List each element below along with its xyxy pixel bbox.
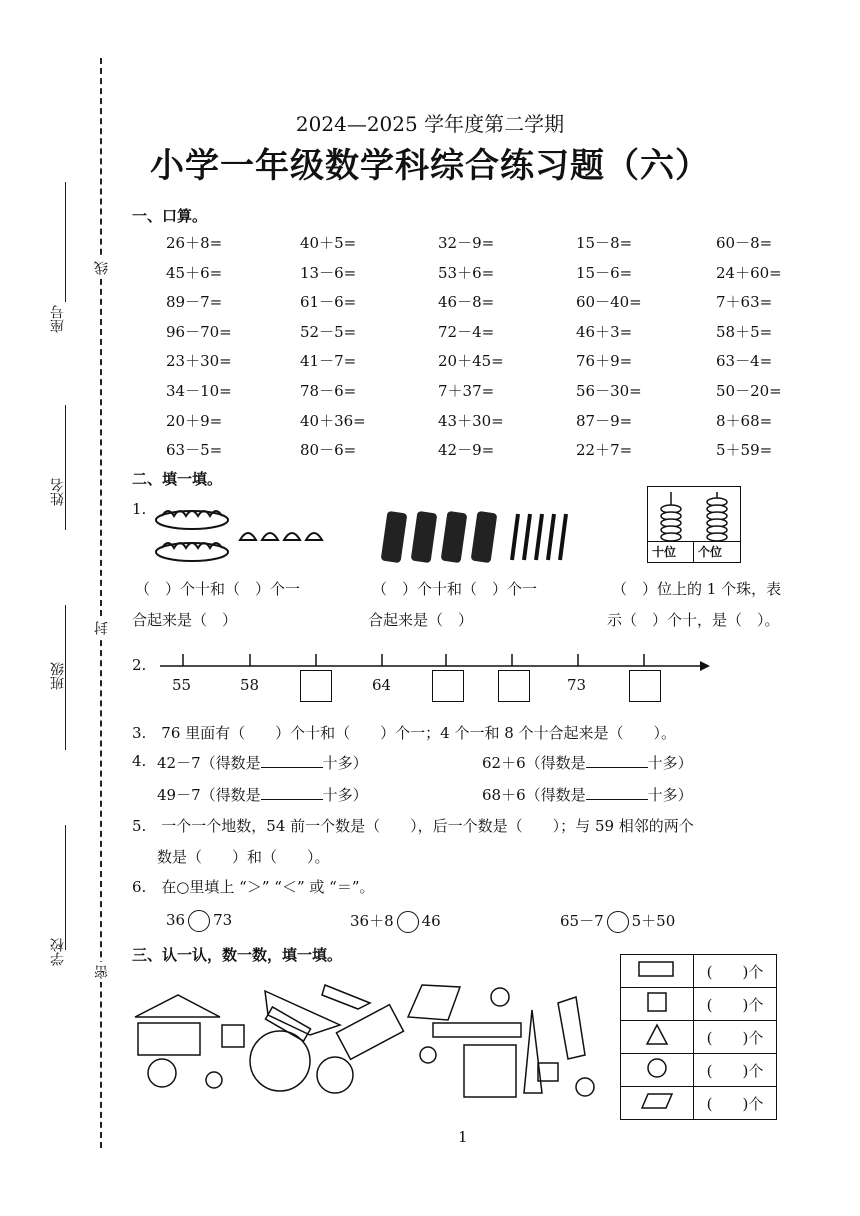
table-row (621, 1021, 777, 1054)
tick-label-55: 55 (172, 676, 192, 694)
calc-item: 42－9= (438, 441, 495, 460)
term-heading: 2024—2025 学年度第二学期 (295, 112, 565, 136)
calc-item: 46＋3= (576, 322, 633, 341)
q1-number: 1. (132, 500, 147, 518)
count-answer-rectangle[interactable]: ( )个 (694, 955, 777, 988)
name-line (65, 405, 66, 530)
table-row (621, 955, 777, 988)
section1-heading: 一、口算。 (132, 207, 208, 225)
plate-icon (156, 511, 228, 561)
calc-item: 7＋37= (438, 382, 495, 400)
margin-label-name: 姓名 (50, 478, 66, 506)
seat-no-line (65, 182, 66, 302)
q1c-line1: （ ）位上的 1 个珠，表 (612, 580, 782, 598)
q1a-line2: 合起来是（ ） (132, 611, 238, 629)
parallelogram-icon (322, 985, 370, 1009)
count-answer-circle[interactable]: ( )个 (694, 1054, 777, 1087)
calc-item: 34－10= (166, 382, 232, 400)
circle-icon (621, 1054, 694, 1087)
rectangle-icon (138, 1023, 200, 1055)
abacus-beads-icon (648, 487, 740, 542)
rectangle-icon (336, 1005, 403, 1060)
page-number: 1 (458, 1128, 468, 1146)
calc-item: 40＋5= (300, 234, 357, 252)
q1a-line1: （ ）个十和（ ）个一 (135, 580, 301, 598)
calc-item: 80－6= (300, 441, 357, 460)
binding-dash-line (100, 58, 102, 1148)
q4d-row: 68＋6（得数是 十多） (482, 786, 693, 804)
arrow-head-icon (700, 661, 710, 671)
q1b-line2: 合起来是（ ） (368, 611, 474, 629)
dumpling-icon (240, 533, 322, 540)
margin-label-school: 学校 (50, 938, 66, 966)
circle-icon (491, 988, 509, 1006)
calc-item: 53＋6= (438, 263, 495, 282)
q4c-row: 62＋6（得数是 十多） (482, 754, 693, 772)
table-row (621, 1087, 777, 1120)
compare-circle[interactable] (188, 910, 210, 932)
circle-icon (576, 1078, 594, 1096)
q4b-row: 49－7（得数是 十多） (157, 786, 368, 804)
calc-item: 24＋60= (716, 263, 782, 282)
tick-label-64: 64 (372, 676, 392, 694)
calc-item: 15－8= (576, 234, 633, 252)
circle-icon (206, 1072, 222, 1088)
compare-2: 36＋8 46 (350, 910, 441, 933)
calc-item: 26＋8= (166, 234, 223, 252)
margin-label-seat: 座号 (50, 305, 66, 333)
calc-item: 8＋68= (716, 411, 773, 430)
calc-item: 60－8= (716, 234, 773, 252)
tick-label-58: 58 (240, 676, 260, 694)
triangle-icon (621, 1021, 694, 1054)
q5-line1: 5. 一个一个地数，54 前一个数是（ ），后一个数是（ ）；与 59 相邻的两个 (132, 817, 694, 835)
calc-item: 96－70= (166, 322, 232, 341)
calc-item: 58＋5= (716, 322, 773, 341)
parallelogram-icon (621, 1087, 694, 1120)
q4-number: 4. (132, 752, 147, 770)
circle-icon (317, 1057, 353, 1093)
calc-item: 56－30= (576, 382, 642, 400)
calc-item: 87－9= (576, 411, 633, 430)
calc-item: 60－40= (576, 293, 642, 312)
rectangle-icon (621, 955, 694, 988)
shapes-picture (130, 975, 610, 1105)
margin-label-class: 班级 (50, 662, 66, 690)
stick-icon (512, 514, 566, 560)
answer-box[interactable] (629, 670, 661, 702)
calc-item: 32－9= (438, 234, 495, 252)
q4a-row: 42－7（得数是 十多） (157, 754, 368, 772)
quadrilateral-icon (558, 997, 585, 1059)
calc-item: 78－6= (300, 382, 357, 400)
shape-count-table (620, 954, 777, 1120)
square-icon (222, 1025, 244, 1047)
count-answer-square[interactable]: ( )个 (694, 988, 777, 1021)
calc-item: 23＋30= (166, 352, 232, 371)
triangle-icon (135, 995, 220, 1017)
answer-box[interactable] (300, 670, 332, 702)
calc-item: 15－6= (576, 263, 633, 282)
section2-heading: 二、填一填。 (132, 470, 223, 488)
compare-circle[interactable] (607, 911, 629, 933)
compare-3: 65－7 5＋50 (560, 910, 675, 933)
q1b-line1: （ ）个十和（ ）个一 (372, 580, 538, 598)
parallelogram-icon (408, 985, 460, 1020)
square-icon (621, 988, 694, 1021)
calc-item: 13－6= (300, 263, 357, 282)
cut-mark-line: 线 (92, 258, 112, 278)
calc-item: 63－4= (716, 352, 773, 371)
compare-circle[interactable] (397, 911, 419, 933)
calc-item: 40＋36= (300, 411, 366, 430)
calc-item: 5＋59= (716, 441, 773, 460)
tick-label-73: 73 (567, 676, 587, 694)
table-row (621, 988, 777, 1021)
compare-1: 36 73 (166, 910, 232, 932)
q2-number: 2. (132, 656, 147, 674)
section3-heading: 三、认一认，数一数，填一填。 (132, 946, 343, 964)
cut-mark-seal: 封 (92, 618, 112, 638)
circle-icon (148, 1059, 176, 1087)
q5-line2: 数是（ ）和（ ）。 (157, 848, 330, 866)
calc-item: 52－5= (300, 322, 357, 341)
abacus-ones-label: 个位 (698, 545, 723, 559)
calc-item: 20＋45= (438, 352, 504, 371)
calc-item: 61－6= (300, 293, 357, 312)
school-line (65, 825, 66, 950)
calc-item: 41－7= (300, 352, 357, 371)
calc-item: 45＋6= (166, 263, 223, 282)
calc-item: 72－4= (438, 322, 495, 341)
abacus-tens-label: 十位 (652, 545, 677, 559)
answer-box[interactable] (498, 670, 530, 702)
square-icon (538, 1063, 558, 1081)
calc-item: 76＋9= (576, 352, 633, 371)
abacus (647, 486, 741, 563)
calc-item: 43＋30= (438, 411, 504, 430)
q1c-line2: 示（ ）个十，是（ ）。 (607, 611, 780, 629)
calc-item: 46－8= (438, 293, 495, 312)
stick-bundles-illustration (380, 508, 570, 566)
count-answer-parallelogram[interactable]: ( )个 (694, 1087, 777, 1120)
square-icon (464, 1045, 516, 1097)
q6-instruction: 6. 在○里填上 “＞” “＜” 或 “＝”。 (132, 878, 375, 896)
calc-item: 20＋9= (166, 411, 223, 430)
calc-item: 50－20= (716, 382, 782, 400)
calc-item: 63－5= (166, 441, 223, 460)
count-answer-triangle[interactable]: ( )个 (694, 1021, 777, 1054)
calc-item: 7＋63= (716, 293, 773, 312)
bundle-icon (381, 511, 498, 563)
page-title: 小学一年级数学科综合练习题（六） (150, 146, 710, 186)
rectangle-icon (433, 1023, 521, 1037)
circle-icon (420, 1047, 436, 1063)
calc-item: 22＋7= (576, 441, 633, 460)
dumpling-plates-illustration (152, 500, 342, 570)
cut-mark-secret: 密 (92, 962, 112, 982)
q3-text: 3. 76 里面有（ ）个十和（ ）个一；4 个一和 8 个十合起来是（ ）。 (132, 724, 677, 742)
table-row (621, 1054, 777, 1087)
answer-box[interactable] (432, 670, 464, 702)
calc-item: 89－7= (166, 293, 223, 312)
